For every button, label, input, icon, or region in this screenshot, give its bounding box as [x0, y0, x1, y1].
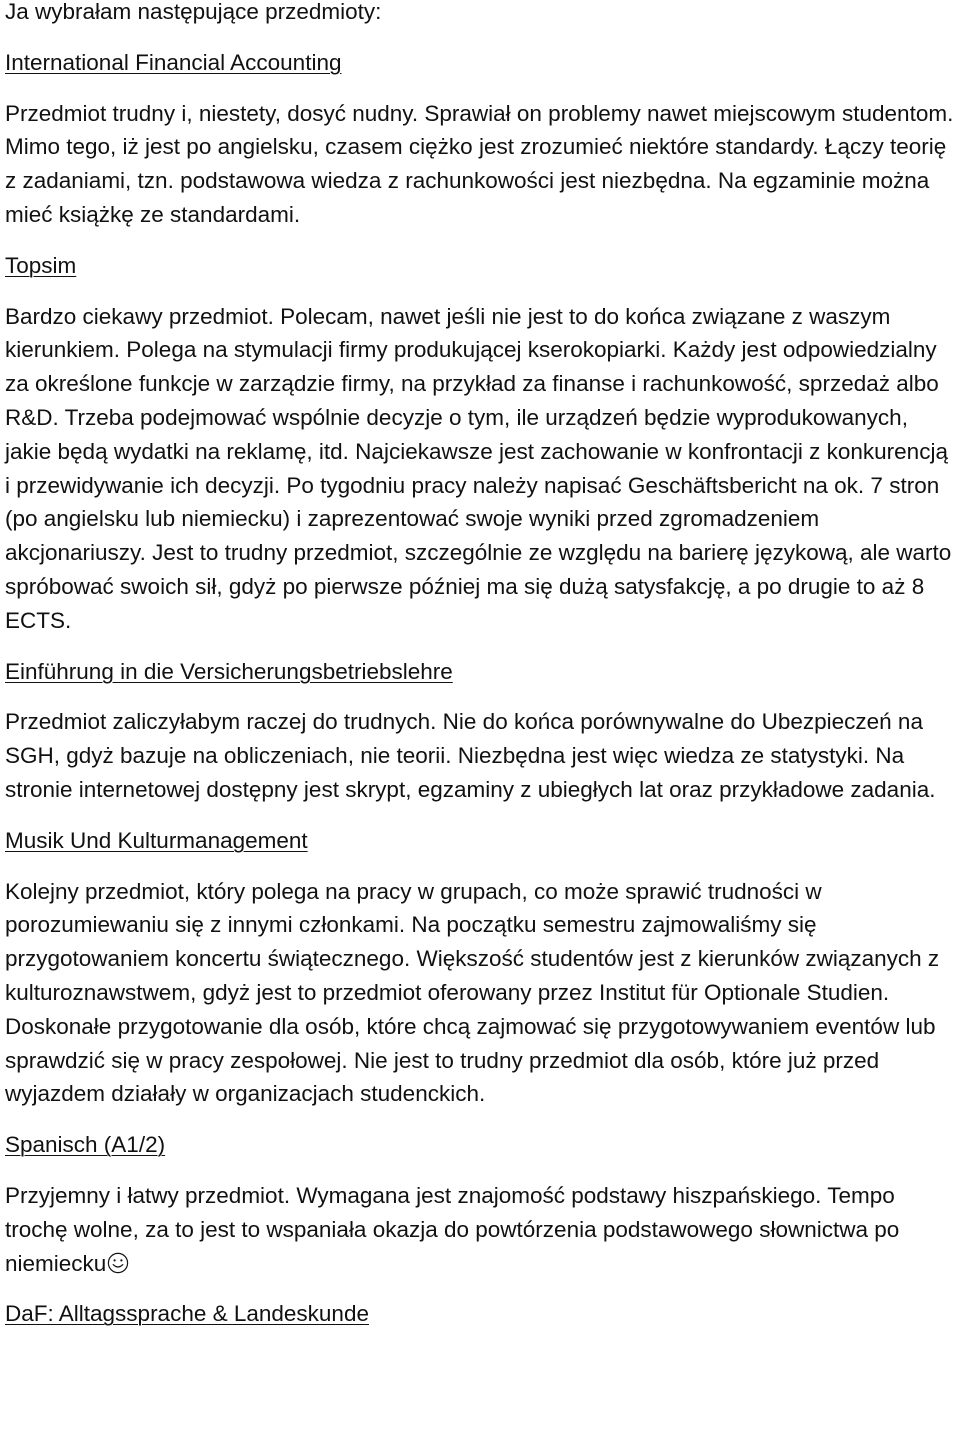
smiley-face-icon: [107, 1252, 129, 1274]
section-title-musik: Musik Und Kulturmanagement: [5, 827, 308, 853]
section-body-ifa: Przedmiot trudny i, niestety, dosyć nudny. Sprawiał on problemy nawet miejscowym studentom. Mimo tego, iż jest po angielsku, czasem ciężko jest zrozumieć niektóre standardy. Łączy teorię z zadaniami, tzn. podstawowa wiedza z rachunkowości jest niezbędna. Na egzaminie można mieć książkę ze standardami.: [5, 100, 954, 227]
section-body-spanisch: [5, 1179, 955, 1280]
section-body-musik: Kolejny przedmiot, który polega na pracy w grupach, co może sprawić trudności w porozumiewaniu się z innymi członkami. Na początku semestru zajmowaliśmy się przygotowaniem koncertu świątecznego. Większość studentów jest z kierunków związanych z kulturoznawstwem, gdyż jest to przedmiot oferowany przez Institut für Optionale Studien. Doskonałe przygotowanie dla osób, które chcą zajmować się przygotowywaniem eventów lub sprawdzić się w pracy zespołowej. Nie jest to trudny przedmiot dla osób, które już przed wyjazdem działały w organizacjach studenckich.: [5, 878, 940, 1107]
section-body-spanisch-text: Przyjemny i łatwy przedmiot. Wymagana jest znajomość podstawy hiszpańskiego. Tempo trochę wolne, za to jest to wspaniała okazja do powtórzenia podstawowego słownictwa po niemiecku: [5, 1182, 900, 1276]
section-title-versicherung: Einführung in die Versicherungsbetriebslehre: [5, 658, 453, 684]
document-page: [5, 0, 955, 1348]
section-title-spanisch: Spanisch (A1/2): [5, 1132, 166, 1158]
section-title-ifa: International Financial Accounting: [5, 49, 342, 75]
section-body-versicherung: Przedmiot zaliczyłabym raczej do trudnych. Nie do końca porównywalne do Ubezpieczeń na SGH, gdyż bazuje na obliczeniach, nie teorii. Niezbędna jest więc wiedza ze statystyki. Na stronie internetowej dostępny jest skrypt, egzaminy z ubiegłych lat oraz przykładowe zadania.: [5, 709, 936, 802]
section-body-topsim: Bardzo ciekawy przedmiot. Polecam, nawet jeśli nie jest to do końca związane z waszym kierunkiem. Polega na stymulacji firmy produkującej kserokopiarki. Każdy jest odpowiedzialny za określone funkcje w zarządzie firmy, na przykład za finanse i rachunkowość, sprzedaż albo R&D. Trzeba podejmować wspólnie decyzje o tym, ile urządzeń będzie wyprodukowanych, jakie będą wydatki na reklamę, itd. Najciekawsze jest zachowanie w konfrontacji z konkurencją i przewidywanie ich decyzji. Po tygodniu pracy należy napisać Geschäftsbericht na ok. 7 stron (po angielsku lub niemiecku) i zaprezentować swoje wyniki przed zgromadzeniem akcjonariuszy. Jest to trudny przedmiot, szczególnie ze względu na barierę językową, ale warto spróbować swoich sił, gdyż po pierwsze później ma się dużą satysfakcję, a po drugie to aż 8 ECTS.: [5, 303, 952, 633]
section-title-topsim: Topsim: [5, 252, 77, 278]
section-title-daf: DaF: Alltagssprache & Landeskunde: [5, 1301, 369, 1327]
intro-text: Ja wybrałam następujące przedmioty:: [5, 0, 382, 24]
